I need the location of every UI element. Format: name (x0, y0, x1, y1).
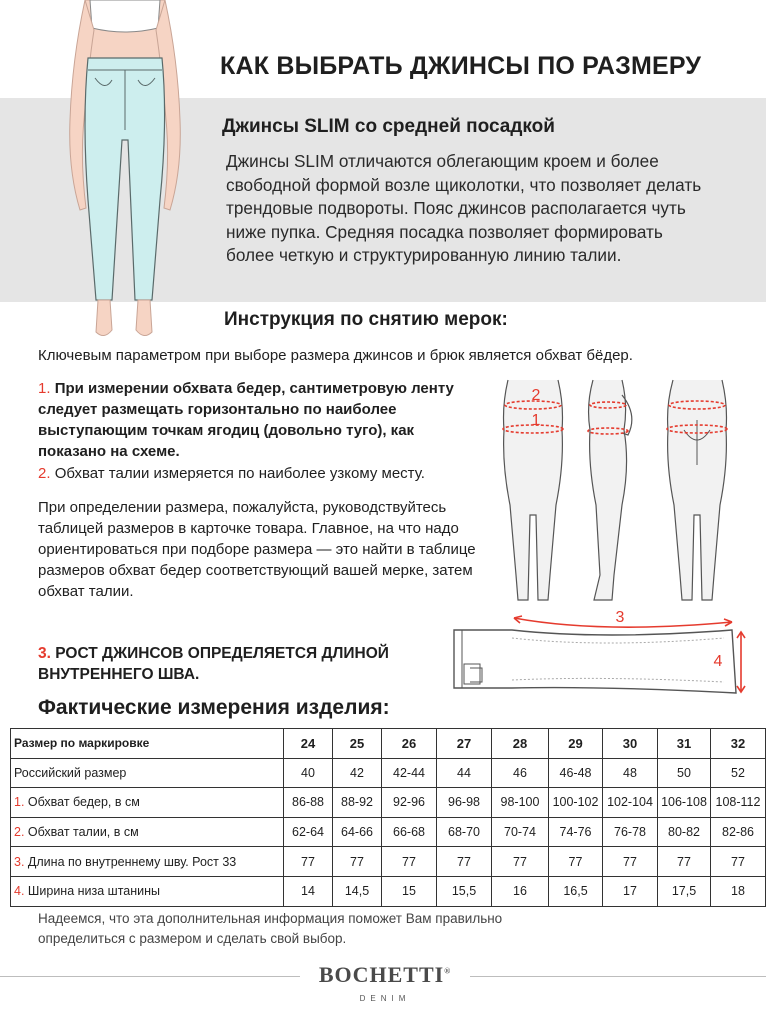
table-cell: 44 (437, 758, 492, 788)
table-cell: 17,5 (658, 876, 711, 906)
jeans-leg-diagram (452, 608, 747, 700)
waist-label: 2 (531, 387, 541, 404)
table-cell: 100-102 (549, 788, 603, 818)
step-1-text: При измерении обхвата бедер, сантиметровую ленту следует размещать горизонтально по наиболее выступающим точкам ягодиц (довольно туго), как показано на схеме. (38, 380, 454, 460)
brand-logo (300, 962, 470, 988)
brand-name: BOCHETTI (318, 962, 445, 987)
table-cell: 77 (333, 847, 382, 877)
back-body-figure (668, 380, 727, 600)
size-header-cell: 31 (658, 729, 711, 759)
product-description: Джинсы SLIM отличаются облегающим кроем и более свободной формой возле щиколотки, что позволяет делать трендовые подвороты. Пояс джинсов располагается чуть ниже пупка. Средняя посадка позволяет формировать более четкую и структурированную линию талии. (226, 151, 702, 266)
step-2-text: Обхват талии измеряется по наиболее узкому месту. (54, 465, 425, 482)
table-cell: 80-82 (658, 817, 711, 847)
size-header-cell: 27 (437, 729, 492, 759)
table-cell: 77 (437, 847, 492, 877)
left-foot (96, 300, 112, 336)
table-cell: 77 (603, 847, 658, 877)
table-cell: 42-44 (382, 758, 437, 788)
row-number: 2. (14, 825, 25, 840)
side-body-figure (589, 380, 627, 600)
size-header-cell: 24 (284, 729, 333, 759)
step-2-number: 2. (38, 465, 51, 482)
right-foot (136, 300, 152, 336)
table-cell: 52 (711, 758, 766, 788)
jeans-leg-outline (454, 630, 736, 693)
table-cell: 17 (603, 876, 658, 906)
step-1-number: 1. (38, 380, 51, 397)
size-table (10, 728, 766, 907)
footer-note: Надеемся, что эта дополнительная информация поможет Вам правильно определиться с размером и сделать свой выбор. (38, 911, 503, 946)
table-cell: 15,5 (437, 876, 492, 906)
table-cell: 76-78 (603, 817, 658, 847)
step-3-text: РОСТ ДЖИНСОВ ОПРЕДЕЛЯЕТСЯ ДЛИНОЙ ВНУТРЕННЕГО ШВА. (38, 645, 389, 683)
row-number: 1. (14, 795, 25, 810)
table-cell: 108-112 (711, 788, 766, 818)
table-cell: 18 (711, 876, 766, 906)
row-label: Ширина низа штанины (27, 884, 161, 899)
size-advice: При определении размера, пожалуйста, руководствуйтесь таблицей размеров в карточке товара. Главное, на что надо ориентироваться при подборе размера — это найти в таблице размеров обхват бедер соответствующий вашей мерке, затем обхват талии. (38, 499, 476, 600)
size-header-cell: 25 (333, 729, 382, 759)
table-cell: 46 (492, 758, 549, 788)
table-cell: 14,5 (333, 876, 382, 906)
table-cell: 62-64 (284, 817, 333, 847)
table-row (11, 847, 766, 877)
woman-jeans-illustration (50, 0, 200, 345)
body-measurement-diagram (488, 375, 738, 615)
table-cell: 14 (284, 876, 333, 906)
table-cell: 50 (658, 758, 711, 788)
table-cell: 70-74 (492, 817, 549, 847)
table-row (11, 817, 766, 847)
table-cell: 102-104 (603, 788, 658, 818)
table-cell: 46-48 (549, 758, 603, 788)
instructions-heading: Инструкция по снятию мерок: (224, 309, 508, 330)
size-header-cell: 32 (711, 729, 766, 759)
table-cell: 74-76 (549, 817, 603, 847)
size-header-cell: 29 (549, 729, 603, 759)
row-number: 4. (14, 884, 25, 899)
table-cell: 68-70 (437, 817, 492, 847)
inseam-label: 3 (615, 609, 625, 626)
row-label-cell (11, 847, 284, 877)
table-cell: 15 (382, 876, 437, 906)
table-cell: 77 (284, 847, 333, 877)
brand-subtitle: DENIM (359, 994, 411, 1003)
table-cell: 77 (549, 847, 603, 877)
table-cell: 64-66 (333, 817, 382, 847)
measurements-heading: Фактические измерения изделия: (38, 696, 390, 719)
row-number: 3. (14, 854, 25, 869)
brand-registered: ® (444, 966, 452, 976)
row-label: Российский размер (14, 765, 127, 780)
size-header-cell: 26 (382, 729, 437, 759)
header-label-cell: Размер по маркировке (11, 729, 284, 759)
row-label-cell (11, 788, 284, 818)
table-cell: 42 (333, 758, 382, 788)
table-cell: 66-68 (382, 817, 437, 847)
table-cell: 96-98 (437, 788, 492, 818)
hip-label: 1 (531, 412, 541, 429)
step-3-number: 3. (38, 645, 51, 662)
row-label: Обхват талии, в см (27, 825, 139, 840)
size-header-cell: 28 (492, 729, 549, 759)
table-header-row (11, 729, 766, 759)
row-label: Длина по внутреннему шву. Рост 33 (27, 854, 237, 869)
row-label: Обхват бедер, в см (27, 795, 140, 810)
product-subtitle: Джинсы SLIM со средней посадкой (222, 116, 555, 137)
step-2 (38, 463, 425, 484)
brand-divider-left (0, 976, 300, 977)
hem-label: 4 (713, 653, 723, 670)
page-title: КАК ВЫБРАТЬ ДЖИНСЫ ПО РАЗМЕРУ (220, 52, 702, 80)
row-label-cell (11, 817, 284, 847)
brand-divider-right (470, 976, 766, 977)
table-cell: 77 (658, 847, 711, 877)
table-cell: 48 (603, 758, 658, 788)
table-cell: 92-96 (382, 788, 437, 818)
table-cell: 16 (492, 876, 549, 906)
crop-top (90, 0, 160, 32)
row-label-cell (11, 758, 284, 788)
step-3 (38, 643, 418, 685)
table-cell: 77 (711, 847, 766, 877)
table-cell: 16,5 (549, 876, 603, 906)
table-cell: 86-88 (284, 788, 333, 818)
table-cell: 77 (382, 847, 437, 877)
table-cell: 82-86 (711, 817, 766, 847)
instructions-intro: Ключевым параметром при выборе размера джинсов и брюк является обхват бёдер. (38, 347, 633, 364)
table-cell: 88-92 (333, 788, 382, 818)
table-row (11, 788, 766, 818)
table-row (11, 758, 766, 788)
size-header-cell: 30 (603, 729, 658, 759)
table-cell: 106-108 (658, 788, 711, 818)
row-label-cell (11, 876, 284, 906)
table-cell: 98-100 (492, 788, 549, 818)
step-1 (38, 378, 478, 462)
table-cell: 77 (492, 847, 549, 877)
table-row (11, 876, 766, 906)
table-cell: 40 (284, 758, 333, 788)
